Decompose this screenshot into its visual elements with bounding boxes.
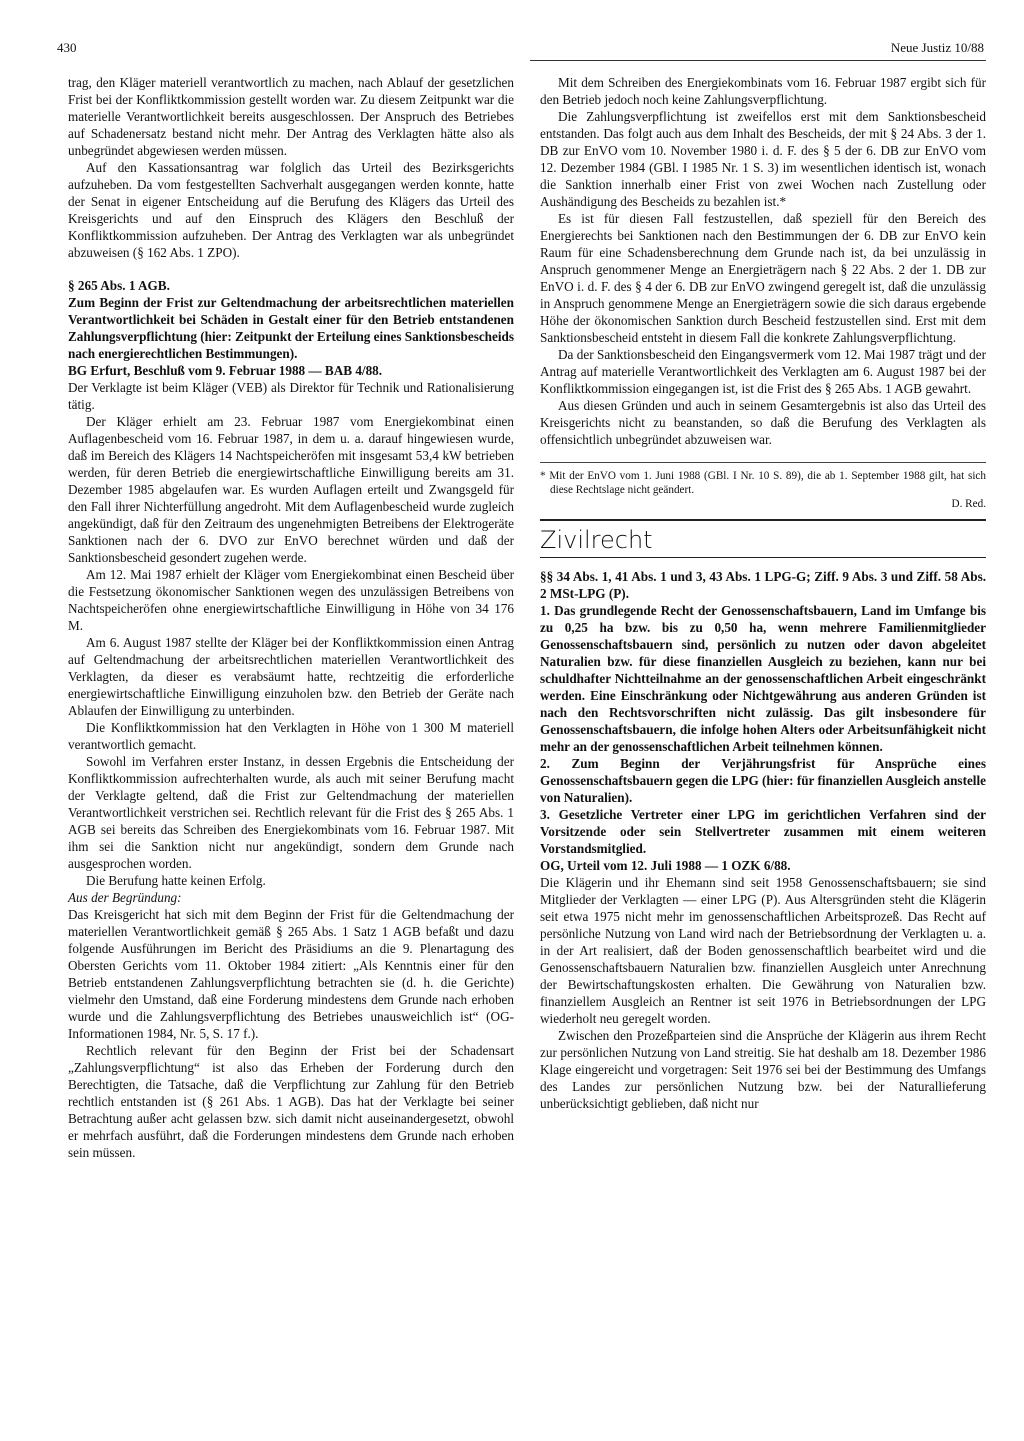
header-rule [530,60,986,61]
footnote-signature: D. Red. [951,498,986,510]
paragraph: Der Kläger erhielt am 23. Februar 1987 vom Energiekombinat einen Auflagenbescheid vom 16. Februar 1987, in dem u. a. darauf hingewiesen wurde, daß im Bereich des Klägers 14 Nachtspeicheröfen mit insgesamt 53,4 kW betrieben werden, für deren Betrieb die energiewirtschaftliche Einwilligung bereits am 31. Dezember 1985 abgelaufen war. Es wurden Auflagen erteilt und Zwangsgeld für den Fall ihrer Nichterfüllung angedroht. Mit dem Auflagenbescheid wurde zugleich angekündigt, daß für den Zeitraum des ungenehmigten Betreibens der Elektrogeräte Sanktionen nach der 6. DVO zur EnVO berechnet würden und daß der Sanktionsbescheid gesondert zugehen werde. [68,414,514,565]
paragraph: Am 12. Mai 1987 erhielt der Kläger vom Energiekombinat einen Bescheid über die Festsetzung ökonomischer Sanktionen wegen des unzulässigen Betreibens von Nachtspeicheröfen ohne energiewirtschaftliche Einwilligung in Höhe von 34 176 M. [68,567,514,633]
headnote: 3. Gesetzliche Vertreter einer LPG im gerichtlichen Verfahren sind der Vorsitzende oder sein Stellvertreter zusammen mit einem weiteren Vorstandsmitglied. [540,807,986,856]
section-title: Zivilrecht [540,519,986,555]
headnote: Zum Beginn der Frist zur Geltendmachung der arbeitsrechtlichen materiellen Verantwortlichkeit bei Schäden in Gestalt einer für den Betrieb entstandenen Zahlungsverpflichtung (hier: Zeitpunkt der Erteilung eines Sanktionsbescheids nach energierechtlichen Bestimmungen). [68,295,515,361]
paragraph: Zwischen den Prozeßparteien sind die Ansprüche der Klägerin aus ihrem Recht zur persönlichen Nutzung von Land streitig. Sie hat deshalb am 18. Dezember 1986 Klage eingereicht und vorgetragen: Seit 1976 sei bei der Bestimmung des Umfangs des Landes zur persönlichen Nutzung bzw. bei der Naturallieferung unberücksichtigt geblieben, daß nicht nur [540,1028,986,1111]
right-column [540,74,986,1112]
paragraph: Die Konfliktkommission hat den Verklagten in Höhe von 1 300 M materiell verantwortlich gemacht. [68,720,514,752]
headnote: 1. Das grundlegende Recht der Genossenschaftsbauern, Land im Umfange bis zu 0,25 ha bzw. bis zu 0,50 ha, wenn mehrere Familienmitglieder Genossenschaftsbauern sind, persönlich zu nutzen oder davon abgeleitet Naturalien bzw. für diese finanziellen Ausgleich zu beziehen, kann nur bei schuldhafter Nichtteilnahme an der genossenschaftlichen Arbeit eingeschränkt werden. Eine Einschränkung oder Nichtgewährung aus anderen Gründen ist nach den Rechtsvorschriften nicht zulässig. Das gilt insbesondere für Genossenschaftsbauern, die infolge hohen Alters oder Arbeitsunfähigkeit nicht mehr an der genossenschaftlichen Arbeit teilnehmen können. [540,603,986,754]
law-reference: §§ 34 Abs. 1, 41 Abs. 1 und 3, 43 Abs. 1 LPG-G; Ziff. 9 Abs. 3 und Ziff. 58 Abs. 2 MSt-LPG (P). [540,569,986,601]
paragraph: Am 6. August 1987 stellte der Kläger bei der Konfliktkommission einen Antrag auf Geltendmachung der arbeitsrechtlichen materiellen Verantwortlichkeit des Verklagten, da dieser es verabsäumt hatte, rechtzeitig die erforderliche energiewirtschaftliche Einwilligung einzuholen bzw. den Betrieb der Geräte nach Ablaufen der Einwilligung zu unterbinden. [68,635,514,718]
court-citation: OG, Urteil vom 12. Juli 1988 — 1 OZK 6/88. [540,858,791,873]
paragraph: Aus diesen Gründen und auch in seinem Gesamtergebnis ist also das Urteil des Kreisgerichts nicht zu beanstanden, so daß die Berufung des Verklagten als offensichtlich unbegründet abzuweisen war. [540,398,986,447]
paragraph: Die Berufung hatte keinen Erfolg. [86,873,266,888]
paragraph: Das Kreisgericht hat sich mit dem Beginn der Frist für die Geltendmachung der materiellen Verantwortlichkeit gemäß § 265 Abs. 1 Satz 1 AGB befaßt und dazu folgende Ausführungen im Bericht des Präsidiums an die 9. Plenartagung des Obersten Gerichts vom 11. Oktober 1984 zitiert: „Als Kenntnis einer für den Betrieb entstandenen Zahlungsverpflichtung betrachten sie (d. h. die Gerichte) vielmehr den Umstand, daß eine Forderung mindestens dem Grunde nach erhoben wurde und die Zahlungsverpflichtung des Betriebes unausweichlich ist“ (OG-Informationen 1984, Nr. 5, S. 17 f.). [68,907,514,1041]
paragraph: Da der Sanktionsbescheid den Eingangsvermerk vom 12. Mai 1987 trägt und der Antrag auf materielle Verantwortlichkeit des Verklagten am 6. August 1987 bei der Konfliktkommission eingegangen ist, ist die Frist des § 265 Abs. 1 AGB gewahrt. [540,347,986,396]
paragraph: Es ist für diesen Fall festzustellen, daß speziell für den Bereich des Energierechts bei Sanktionen nach den Bestimmungen der 6. DB zur EnVO kein Raum für eine Schadensberechnung dem Grunde nach ist, da bei unzulässig in Anspruch genommener Menge an Energieträgern nach § 22 Abs. 2 der 1. DB zur EnVO i. d. F. des § 4 der 6. DB zur EnVO zwingend geregelt ist, daß die unzulässig in Anspruch genommene Menge an Energieträgern sowie die sich daraus ergebende Höhe der ökonomischen Sanktion durch Bescheid festzustellen sind. Erst mit dem Sanktionsbescheid entsteht in diesem Fall die konkrete Zahlungsverpflichtung. [540,211,986,345]
paragraph: Die Klägerin und ihr Ehemann sind seit 1958 Genossenschaftsbauern; sie sind Mitglieder der Verklagten — einer LPG (P). Aus Altersgründen steht die Klägerin seit etwa 1975 nicht mehr im genossenschaftlichen Arbeitsprozeß. Das Recht auf persönliche Nutzung von Land wird nach der Betriebsordnung der Verklagten u. a. in der Art realisiert, daß der Boden genossenschaftlich bearbeitet wird und die Genossenschaftsbauern Naturalien bzw. finanziellen Ausgleich unter Anrechnung der Bewirtschaftungskosten erhalten. Die Gewährung von Naturalien bzw. finanziellem Ausgleich an Rentner ist seit 1976 in Betriebsordnungen der LPG wiederholt neu geregelt worden. [540,875,986,1026]
left-column [68,74,514,1161]
paragraph: Auf den Kassationsantrag war folglich das Urteil des Bezirksgerichts aufzuheben. Da vom festgestellten Sachverhalt ausgegangen werden konnte, hatte der Senat in eigener Entscheidung auf die Berufung des Klägers das Urteil des Kreisgerichts und auf den Einspruch des Klägers den Beschluß der Konfliktkommission aufzuheben. Der Antrag des Verklagten war als unbegründet abzuweisen (§ 162 Abs. 1 ZPO). [68,160,514,260]
paragraph: trag, den Kläger materiell verantwortlich zu machen, nach Ablauf der gesetzlichen Frist bei der Konfliktkommission gestellt worden war. Zu diesem Zeitpunkt war die materielle Verantwortlichkeit bereits ausgeschlossen. Der Anspruch des Betriebes auf Schadenersatz bestand nicht mehr. Der Antrag des Verklagten hätte also als unbegründet abgewiesen werden müssen. [68,75,514,158]
paragraph: Mit dem Schreiben des Energiekombinats vom 16. Februar 1987 ergibt sich für den Betrieb jedoch noch keine Zahlungsverpflichtung. [540,75,986,107]
court-citation: BG Erfurt, Beschluß vom 9. Februar 1988 — BAB 4/88. [68,363,383,378]
reasons-label: Aus der Begründung: [68,890,182,905]
page-number: 430 [57,40,77,55]
footnote-rule [540,462,986,463]
section-rule [540,557,986,558]
page-header [57,40,984,60]
footnote: * Mit der EnVO vom 1. Juni 1988 (GBl. I Nr. 10 S. 89), die ab 1. September 1988 gilt, hat sich diese Rechtslage nicht geändert. [540,470,986,496]
paragraph: Sowohl im Verfahren erster Instanz, in dessen Ergebnis die Entscheidung der Konfliktkommission aufrechterhalten wurde, als auch mit seiner Berufung macht der Verklagte geltend, daß die Frist zur Geltendmachung der materiellen Verantwortlichkeit verstrichen sei. Rechtlich relevant für die Frist des § 265 Abs. 1 AGB sei bereits das Schreiben des Energiekombinats vom 16. Februar 1987. Mit ihm sei die Sanktion nicht nur angekündigt, sondern dem Grunde nach ausgesprochen worden. [68,754,514,871]
headnote: 2. Zum Beginn der Verjährungsfrist für Ansprüche eines Genossenschaftsbauern gegen die LPG (hier: für finanziellen Ausgleich anstelle von Naturalien). [540,756,986,805]
paragraph: Rechtlich relevant für den Beginn der Frist bei der Schadensart „Zahlungsverpflichtung“ ist also das Erheben der Forderung durch den Berechtigten, die Tatsache, daß die Verpflichtung zur Zahlung für den Betrieb rechtlich entstanden ist (§ 261 Abs. 1 AGB). Das hat der Verklagte bei seiner Betrachtung außer acht gelassen bzw. sich damit nicht auseinandergesetzt, obwohl er mehrfach ausführt, daß die Forderungen mindestens dem Grunde nach erhoben sein müssen. [68,1043,514,1160]
paragraph: Der Verklagte ist beim Kläger (VEB) als Direktor für Technik und Rationalisierung tätig. [68,380,514,412]
paragraph: Die Zahlungsverpflichtung ist zweifellos erst mit dem Sanktionsbescheid entstanden. Das folgt auch aus dem Inhalt des Bescheids, der mit § 24 Abs. 3 der 1. DB zur EnVO vom 10. November 1980 i. d. F. des § 5 der 6. DB zur EnVO vom 12. Dezember 1984 (GBl. I 1985 Nr. 1 S. 3) im wesentlichen identisch ist, wonach die Sanktion innerhalb einer Frist von zwei Wochen nach Zustellung oder Aushändigung des Bescheids zu bezahlen ist.* [540,109,986,209]
law-reference: § 265 Abs. 1 AGB. [68,278,170,293]
journal-issue: Neue Justiz 10/88 [890,40,984,55]
